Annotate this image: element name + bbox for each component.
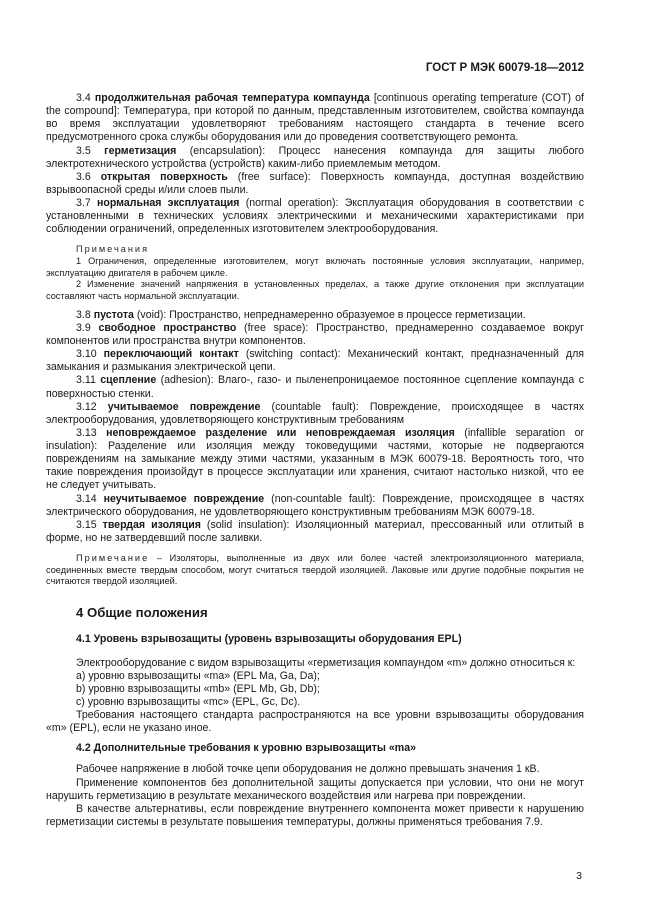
list-item: b) уровню взрывозащиты «mb» (EPL Mb, Gb, Db); xyxy=(76,682,320,695)
term-entry: 3.9 свободное пространство (free space): Пространство, преднамеренно создаваемое вокруг компонентов или пространства внутри компонентов. xyxy=(46,321,584,348)
note-heading: Примечание xyxy=(76,553,150,564)
document-code: ГОСТ Р МЭК 60079-18—2012 xyxy=(425,62,584,74)
term-entry: 3.11 сцепление (adhesion): Влаго-, газо- и пыленепроницаемое постоянное сцепление компаунда с поверхностью стенки. xyxy=(46,374,584,400)
term-entry: 3.12 учитываемое повреждение (countable fault): Повреждение, происходящее в частях электрооборудования, удовлетворяющего конструктивным требованиям xyxy=(46,400,584,426)
term-name: переключающий контакт xyxy=(103,348,239,361)
note-block xyxy=(46,553,584,588)
term-name: твердая изоляция xyxy=(102,518,201,531)
term-name: нормальная эксплуатация xyxy=(96,197,240,209)
term-entry: 3.7 нормальная эксплуатация (normal operation): Эксплуатация оборудования в соответствии с установленными в технических условиях электрическими и механическими характеристиками при соблюдении ограничений, определенных изготовителем электрооборудования. xyxy=(46,197,584,236)
list-item: a) уровню взрывозащиты «ma» (EPL Ma, Ga, Da); xyxy=(76,669,320,682)
subsection-title: 4.1 Уровень взрывозащиты (уровень взрывозащиты оборудования EPL) xyxy=(76,633,462,646)
list-item: c) уровню взрывозащиты «mc» (EPL, Gc, Dc). xyxy=(76,695,301,708)
term-name: учитываемое повреждение xyxy=(107,400,261,413)
term-entry: 3.13 неповреждаемое разделение или неповреждаемая изоляция (infallible separation or insulation): Разделение или изоляция между токоведущими частями, которые не подвергаются повреждениям на замыкание между этими частями, указанным в МЭК 60079-18. Вероятность того, что такие повреждения произойдут в процессе эксплуатации или хранения, считают настолько низкой, что ее не следует учитывать. xyxy=(46,426,585,492)
term-name: свободное пространство xyxy=(98,321,237,334)
note-heading: Примечания xyxy=(76,244,150,255)
term-entry: 3.14 неучитываемое повреждение (non-countable fault): Повреждение, происходящее в частях электрического оборудования, не удовлетворяющего конструктивным требованиям МЭК 60079-18. xyxy=(46,492,584,518)
paragraph: Применение компонентов без дополнительной защиты допускается при условии, что они не могут нарушить герметизацию в результате механического воздействия или нагрева при повреждении. xyxy=(46,776,584,802)
term-entry: 3.5 герметизация (encapsulation): Процесс нанесения компаунда для защиты любого электротехнического устройства (устройств) каким-либо приемлемым методом. xyxy=(46,144,584,170)
term-entry: 3.10 переключающий контакт (switching contact): Механический контакт, предназначенный для замыкания и размыкания электрической цепи. xyxy=(46,348,584,374)
page-body xyxy=(46,92,584,829)
term-entry: 3.15 твердая изоляция (solid insulation): Изоляционный материал, прессованный или отлитый в форме, но не затвердевший после заливки. xyxy=(46,518,584,544)
term-entry: 3.4 продолжительная рабочая температура компаунда [continuous operating temperature (COT) of the compound]: Температура, при которой по данным, представленным изготовителем, свойства компаунда во время эксплуатации удовлетворяют требованиям настоящего стандарта в течение всего предусмотренного срока службы оборудования или до проведения соответствующего ремонта. xyxy=(46,92,584,144)
term-name: продолжительная рабочая температура компаунда xyxy=(94,92,370,104)
note-item: 1 Ограничения, определенные изготовителем, могут включать постоянные условия эксплуатации, например, эксплуатацию двигателя в рабочем цикле. xyxy=(46,256,584,278)
term-entry: 3.6 открытая поверхность (free surface): Поверхность компаунда, доступная воздействию взрывоопасной среды и/или слоев пыли. xyxy=(46,170,584,196)
term-name: неповреждаемое разделение или неповреждаемая изоляция xyxy=(106,426,455,439)
paragraph: В качестве альтернативы, если повреждение внутреннего компонента может привести к нарушению герметизации системы в результате повышения температуры, должны применяться требования 7.9. xyxy=(46,802,584,828)
paragraph: Электрооборудование с видом взрывозащиты «герметизация компаундом «m» должно относиться к: xyxy=(76,656,576,669)
subsection-title: 4.2 Дополнительные требования к уровню взрывозащиты «ma» xyxy=(76,742,416,755)
paragraph: Требования настоящего стандарта распространяются на все уровни взрывозащиты оборудования «m» (EPL), если не указано иное. xyxy=(46,709,584,735)
paragraph: Рабочее напряжение в любой точке цепи оборудования не должно превышать значения 1 кВ. xyxy=(76,763,540,776)
term-name: неучитываемое повреждение xyxy=(103,492,265,505)
note-item: Примечание – Изоляторы, выполненные из двух или более частей электроизоляционного материала, соединенных вместе твердым способом, могут считаться твердой изоляцией. Лаковые или другие подобные покрытия не считаются твердой изоляцией. xyxy=(46,553,584,587)
note-item: 2 Изменение значений напряжения в установленных пределах, а также другие отклонения при эксплуатации составляют часть нормальной эксплуатации. xyxy=(46,279,584,302)
term-name: пустота xyxy=(93,308,134,321)
note-block xyxy=(46,244,584,302)
term-entry: 3.8 пустота (void): Пространство, непреднамеренно образуемое в процессе герметизации. xyxy=(76,308,526,321)
term-name: герметизация xyxy=(104,144,177,157)
term-name: открытая поверхность xyxy=(100,170,228,183)
term-name: сцепление xyxy=(100,374,157,387)
page-number: 3 xyxy=(576,870,582,882)
section-title: 4 Общие положения xyxy=(76,605,208,621)
